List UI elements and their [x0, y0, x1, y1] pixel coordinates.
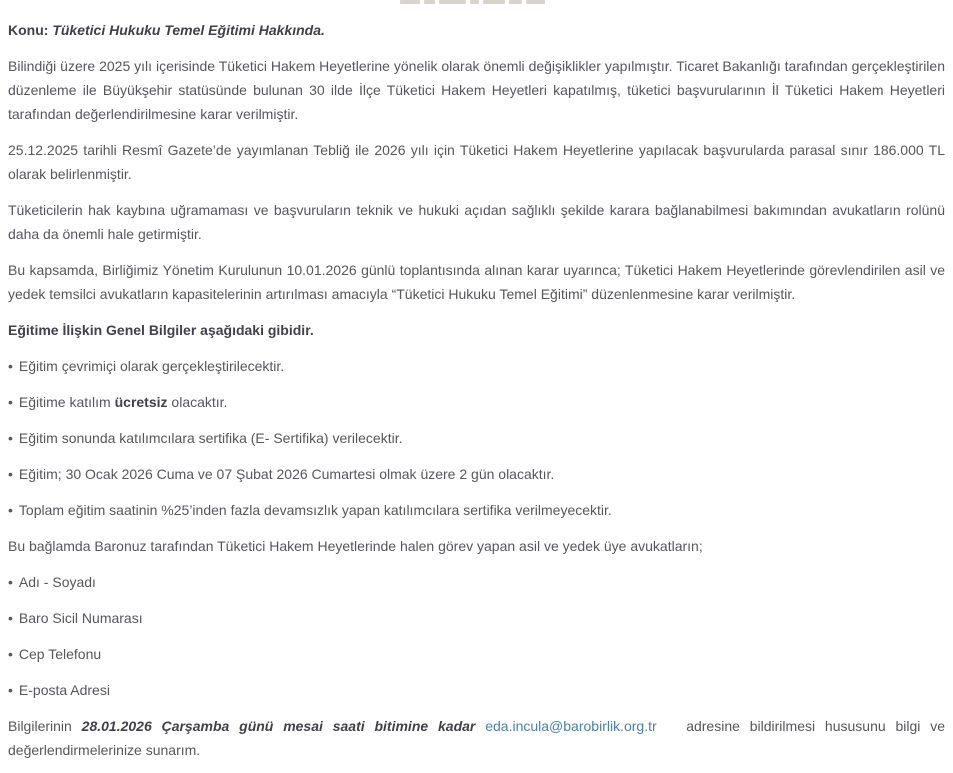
closing-deadline: 28.01.2026 Çarşamba günü mesai saati bitimine kadar [81, 718, 476, 734]
bullet-certificate [8, 426, 945, 450]
closing-prefix: Bilgilerinin [8, 718, 72, 734]
bullet-icon: • [8, 358, 13, 374]
info-item-email-text: E-posta Adresi [18, 682, 110, 698]
bullet-icon: • [8, 646, 13, 662]
cropped-heading-fragment [400, 0, 545, 6]
paragraph-board-decision: Bu kapsamda, Birliğimiz Yönetim Kurulunun 10.01.2026 günlü toplantısında alınan karar uyarınca; Tüketici Hakem Heyetlerinde görevlendirilen asil ve yedek temsilci avukatların kapasitelerinin artırılması amacıyla “Tüketici Hukuku Temel Eğitimi” düzenlenmesine karar verilmiştir. [8, 262, 945, 302]
bullet-free [8, 390, 945, 414]
bullet-icon: • [8, 610, 13, 626]
closing-paragraph [8, 714, 945, 762]
paragraph-lawyer-role: Tüketicilerin hak kaybına uğramaması ve başvuruların teknik ve hukuki açıdan sağlıklı şekilde karara bağlanabilmesi bakımından avukatların rolünü daha da önemli hale getirmiştir. [8, 202, 945, 242]
info-item-name [8, 570, 945, 594]
bullet-icon: • [8, 682, 13, 698]
paragraph-monetary-limit: 25.12.2025 tarihli Resmî Gazete’de yayımlanan Tebliğ ile 2026 yılı için Tüketici Hakem Heyetlerine yapılacak başvurularda parasal sınır 186.000 TL olarak belirlenmiştir. [8, 142, 945, 182]
subject-text: Tüketici Hukuku Temel Eğitimi Hakkında. [52, 22, 325, 38]
paragraph-connector: Bu bağlamda Baronuz tarafından Tüketici Hakem Heyetlerinde halen görev yapan asil ve yedek üye avukatların; [8, 538, 703, 554]
info-item-phone [8, 642, 945, 666]
bullet-free-post: olacaktır. [171, 394, 228, 410]
bullet-online-text: Eğitim çevrimiçi olarak gerçekleştirilecektir. [18, 358, 285, 374]
info-item-name-text: Adı - Soyadı [18, 574, 96, 590]
paragraph-changes-2025: Bilindiği üzere 2025 yılı içerisinde Tüketici Hakem Heyetlerine yönelik olarak önemli değişiklikler yapılmıştır. Ticaret Bakanlığı tarafından gerçekleştirilen düzenleme ile Büyükşehir statüsünde bulunan 30 ilde İlçe Tüketici Hakem Heyetleri kapatılmış, tüketici başvurularının İl Tüketici Hakem Heyetleri tarafından değerlendirilmesine karar verilmiştir. [8, 58, 945, 122]
subject-label: Konu: [8, 22, 49, 38]
bullet-free-bold: ücretsiz [114, 394, 168, 410]
closing-suffix: adresine bildirilmesi hususunu bilgi ve değerlendirmelerinize sunarım. [8, 718, 946, 758]
bullet-icon: • [8, 466, 13, 482]
info-item-registry-text: Baro Sicil Numarası [18, 610, 143, 626]
bullet-icon: • [8, 430, 13, 446]
bullet-icon: • [8, 574, 13, 590]
email-link[interactable]: eda.incula@barobirlik.org.tr [485, 718, 657, 734]
section-heading-text: Eğitime İlişkin Genel Bilgiler aşağıdaki gibidir. [8, 322, 314, 338]
bullet-icon: • [8, 394, 13, 410]
bullet-dates [8, 462, 945, 486]
bullet-attendance-text: Toplam eğitim saatinin %25’inden fazla devamsızlık yapan katılımcılara sertifika verilmeyecektir. [18, 502, 612, 518]
bullet-certificate-text: Eğitim sonunda katılımcılara sertifika (E- Sertifika) verilecektir. [18, 430, 403, 446]
bullet-icon: • [8, 502, 13, 518]
bullet-attendance [8, 498, 945, 522]
section-heading [8, 318, 945, 342]
bullet-dates-text: Eğitim; 30 Ocak 2026 Cuma ve 07 Şubat 2026 Cumartesi olmak üzere 2 gün olacaktır. [18, 466, 555, 482]
info-item-email [8, 678, 945, 702]
info-item-registry [8, 606, 945, 630]
bullet-online [8, 354, 945, 378]
bullet-free-pre: Eğitime katılım [18, 394, 111, 410]
info-item-phone-text: Cep Telefonu [18, 646, 102, 662]
subject-line [8, 18, 945, 42]
